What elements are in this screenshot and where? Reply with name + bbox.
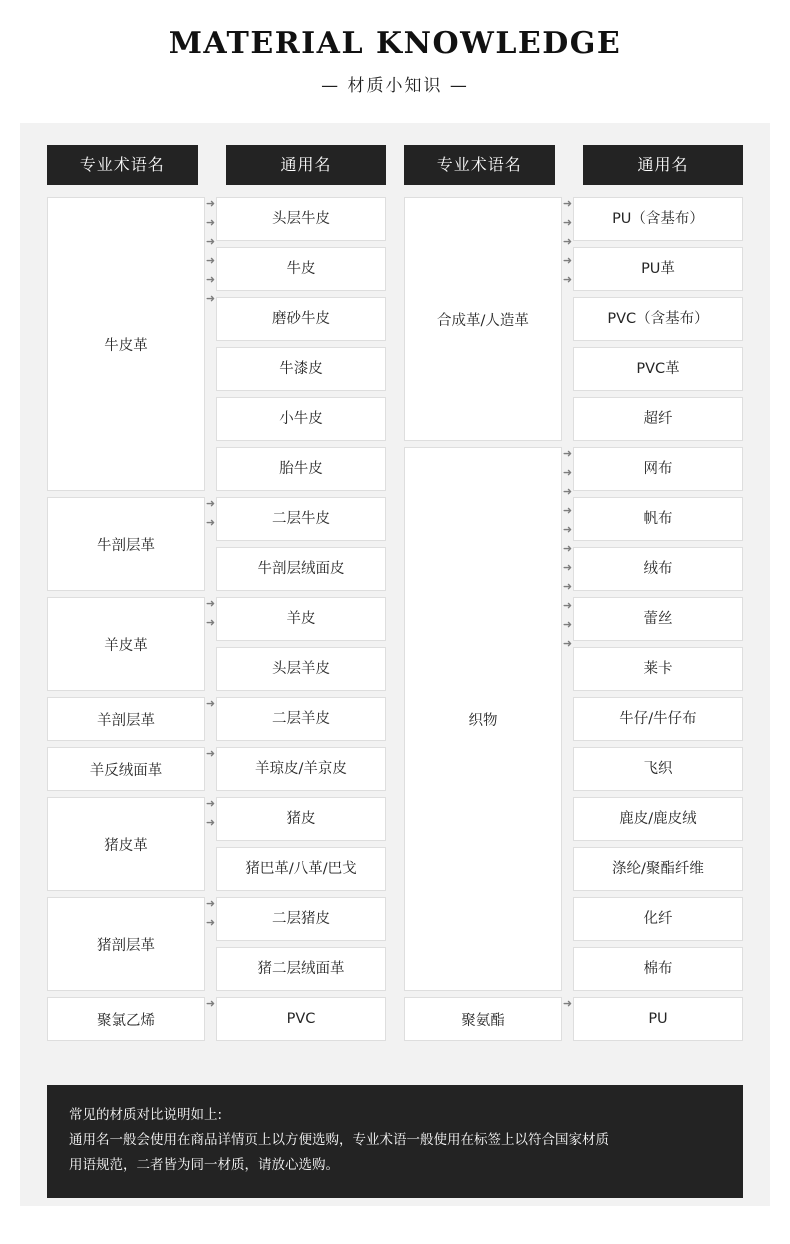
table-2-columns bbox=[404, 145, 743, 1047]
term-cell: 合成革/人造革 bbox=[404, 197, 562, 441]
common-name-column bbox=[216, 497, 386, 597]
arrow-icon: ➜ bbox=[205, 898, 216, 910]
page-subtitle: — 材质小知识 — bbox=[321, 76, 469, 96]
table-2-header-term: 专业术语名 bbox=[404, 145, 555, 185]
common-name-column bbox=[573, 997, 743, 1047]
term-cell: 羊反绒面革 bbox=[47, 747, 205, 791]
arrow-icon: ➜ bbox=[562, 600, 573, 612]
term-cell: 猪皮革 bbox=[47, 797, 205, 891]
common-name-cell: 帆布 bbox=[573, 497, 743, 541]
term-cell: 羊剖层革 bbox=[47, 697, 205, 741]
common-name-column bbox=[216, 747, 386, 797]
arrow-icon: ➜ bbox=[205, 817, 216, 829]
common-name-cell: 猪巴革/八革/巴戈 bbox=[216, 847, 386, 891]
material-table-1 bbox=[47, 145, 386, 1047]
common-name-cell: PVC bbox=[216, 997, 386, 1041]
common-name-cell: 超纤 bbox=[573, 397, 743, 441]
common-name-cell: 猪二层绒面革 bbox=[216, 947, 386, 991]
material-tables bbox=[47, 145, 743, 1047]
table-row bbox=[47, 897, 386, 997]
table-1-header-row bbox=[47, 145, 386, 185]
arrow-icon: ➜ bbox=[205, 274, 216, 286]
common-name-cell: 牛漆皮 bbox=[216, 347, 386, 391]
table-row bbox=[404, 447, 743, 997]
table-row bbox=[47, 197, 386, 497]
arrow-icon: ➜ bbox=[562, 255, 573, 267]
table-row bbox=[47, 697, 386, 747]
table-row bbox=[47, 747, 386, 797]
table-row bbox=[404, 997, 743, 1047]
arrow-icon: ➜ bbox=[562, 236, 573, 248]
arrow-icon: ➜ bbox=[205, 255, 216, 267]
common-name-cell: 棉布 bbox=[573, 947, 743, 991]
term-cell: 猪剖层革 bbox=[47, 897, 205, 991]
arrow-icon: ➜ bbox=[562, 274, 573, 286]
table-2-header-common: 通用名 bbox=[583, 145, 743, 185]
arrow-icon: ➜ bbox=[562, 448, 573, 460]
common-name-cell: 化纤 bbox=[573, 897, 743, 941]
arrow-icon: ➜ bbox=[562, 543, 573, 555]
common-name-column bbox=[216, 597, 386, 697]
common-name-cell: 二层牛皮 bbox=[216, 497, 386, 541]
common-name-cell: 二层猪皮 bbox=[216, 897, 386, 941]
common-name-cell: 羊皮 bbox=[216, 597, 386, 641]
arrow-icon: ➜ bbox=[562, 467, 573, 479]
arrow-icon: ➜ bbox=[562, 524, 573, 536]
common-name-column bbox=[216, 997, 386, 1047]
common-name-cell: 牛皮 bbox=[216, 247, 386, 291]
common-name-cell: 头层羊皮 bbox=[216, 647, 386, 691]
arrow-column bbox=[205, 997, 216, 1047]
arrow-column bbox=[562, 447, 573, 997]
common-name-cell: 涤纶/聚酯纤维 bbox=[573, 847, 743, 891]
common-name-cell: 二层羊皮 bbox=[216, 697, 386, 741]
table-1-header-common: 通用名 bbox=[226, 145, 386, 185]
arrow-icon: ➜ bbox=[562, 638, 573, 650]
arrow-icon: ➜ bbox=[562, 619, 573, 631]
arrow-icon: ➜ bbox=[562, 217, 573, 229]
term-cell: 牛皮革 bbox=[47, 197, 205, 491]
term-cell: 聚氨酯 bbox=[404, 997, 562, 1041]
common-name-cell: 蕾丝 bbox=[573, 597, 743, 641]
arrow-icon: ➜ bbox=[205, 617, 216, 629]
arrow-icon: ➜ bbox=[205, 917, 216, 929]
note-line-1: 常见的材质对比说明如上: bbox=[69, 1107, 223, 1123]
arrow-column bbox=[562, 197, 573, 447]
common-name-column bbox=[216, 797, 386, 897]
arrow-icon: ➜ bbox=[205, 798, 216, 810]
arrow-column bbox=[205, 747, 216, 797]
common-name-cell: PVC革 bbox=[573, 347, 743, 391]
common-name-column bbox=[216, 697, 386, 747]
common-name-cell: PU bbox=[573, 997, 743, 1041]
table-row bbox=[47, 597, 386, 697]
common-name-cell: 小牛皮 bbox=[216, 397, 386, 441]
arrow-column bbox=[205, 797, 216, 897]
table-row bbox=[47, 997, 386, 1047]
arrow-icon: ➜ bbox=[205, 598, 216, 610]
common-name-cell: 猪皮 bbox=[216, 797, 386, 841]
table-1-columns bbox=[47, 145, 386, 1047]
arrow-column bbox=[205, 697, 216, 747]
table-1-header-term: 专业术语名 bbox=[47, 145, 198, 185]
footer-note bbox=[47, 1085, 743, 1198]
material-table-2 bbox=[404, 145, 743, 1047]
note-line-3: 用语规范，二者皆为同一材质，请放心选购。 bbox=[69, 1156, 339, 1173]
common-name-cell: 莱卡 bbox=[573, 647, 743, 691]
common-name-cell: 牛仔/牛仔布 bbox=[573, 697, 743, 741]
common-name-cell: PU革 bbox=[573, 247, 743, 291]
arrow-column bbox=[205, 897, 216, 997]
table-row bbox=[47, 797, 386, 897]
common-name-cell: 牛剖层绒面皮 bbox=[216, 547, 386, 591]
arrow-icon: ➜ bbox=[562, 998, 573, 1010]
page-header bbox=[0, 0, 790, 96]
term-cell: 牛剖层革 bbox=[47, 497, 205, 591]
arrow-icon: ➜ bbox=[205, 198, 216, 210]
arrow-icon: ➜ bbox=[562, 486, 573, 498]
arrow-column bbox=[205, 597, 216, 697]
common-name-column bbox=[216, 197, 386, 497]
common-name-column bbox=[573, 447, 743, 997]
arrow-icon: ➜ bbox=[205, 293, 216, 305]
arrow-icon: ➜ bbox=[205, 517, 216, 529]
arrow-column bbox=[205, 197, 216, 497]
arrow-icon: ➜ bbox=[205, 217, 216, 229]
arrow-icon: ➜ bbox=[562, 505, 573, 517]
arrow-column bbox=[205, 497, 216, 597]
common-name-column bbox=[216, 897, 386, 997]
arrow-icon: ➜ bbox=[205, 236, 216, 248]
common-name-cell: 飞织 bbox=[573, 747, 743, 791]
common-name-cell: 头层牛皮 bbox=[216, 197, 386, 241]
note-line-2: 通用名一般会使用在商品详情页上以方便选购，专业术语一般使用在标签上以符合国家材质 bbox=[69, 1131, 609, 1148]
table-2-header-row bbox=[404, 145, 743, 185]
page-title: MATERIAL KNOWLEDGE bbox=[168, 26, 622, 61]
common-name-cell: PVC（含基布） bbox=[573, 297, 743, 341]
arrow-icon: ➜ bbox=[562, 581, 573, 593]
term-cell: 聚氯乙烯 bbox=[47, 997, 205, 1041]
common-name-cell: PU（含基布） bbox=[573, 197, 743, 241]
common-name-cell: 鹿皮/鹿皮绒 bbox=[573, 797, 743, 841]
content-panel bbox=[20, 123, 770, 1206]
arrow-icon: ➜ bbox=[205, 748, 216, 760]
common-name-cell: 羊琼皮/羊京皮 bbox=[216, 747, 386, 791]
arrow-icon: ➜ bbox=[562, 198, 573, 210]
arrow-icon: ➜ bbox=[205, 498, 216, 510]
term-cell: 织物 bbox=[404, 447, 562, 991]
common-name-cell: 绒布 bbox=[573, 547, 743, 591]
term-cell: 羊皮革 bbox=[47, 597, 205, 691]
common-name-cell: 磨砂牛皮 bbox=[216, 297, 386, 341]
arrow-icon: ➜ bbox=[205, 998, 216, 1010]
common-name-cell: 网布 bbox=[573, 447, 743, 491]
table-row bbox=[404, 197, 743, 447]
arrow-icon: ➜ bbox=[205, 698, 216, 710]
arrow-column bbox=[562, 997, 573, 1047]
table-row bbox=[47, 497, 386, 597]
common-name-column bbox=[573, 197, 743, 447]
arrow-icon: ➜ bbox=[562, 562, 573, 574]
common-name-cell: 胎牛皮 bbox=[216, 447, 386, 491]
